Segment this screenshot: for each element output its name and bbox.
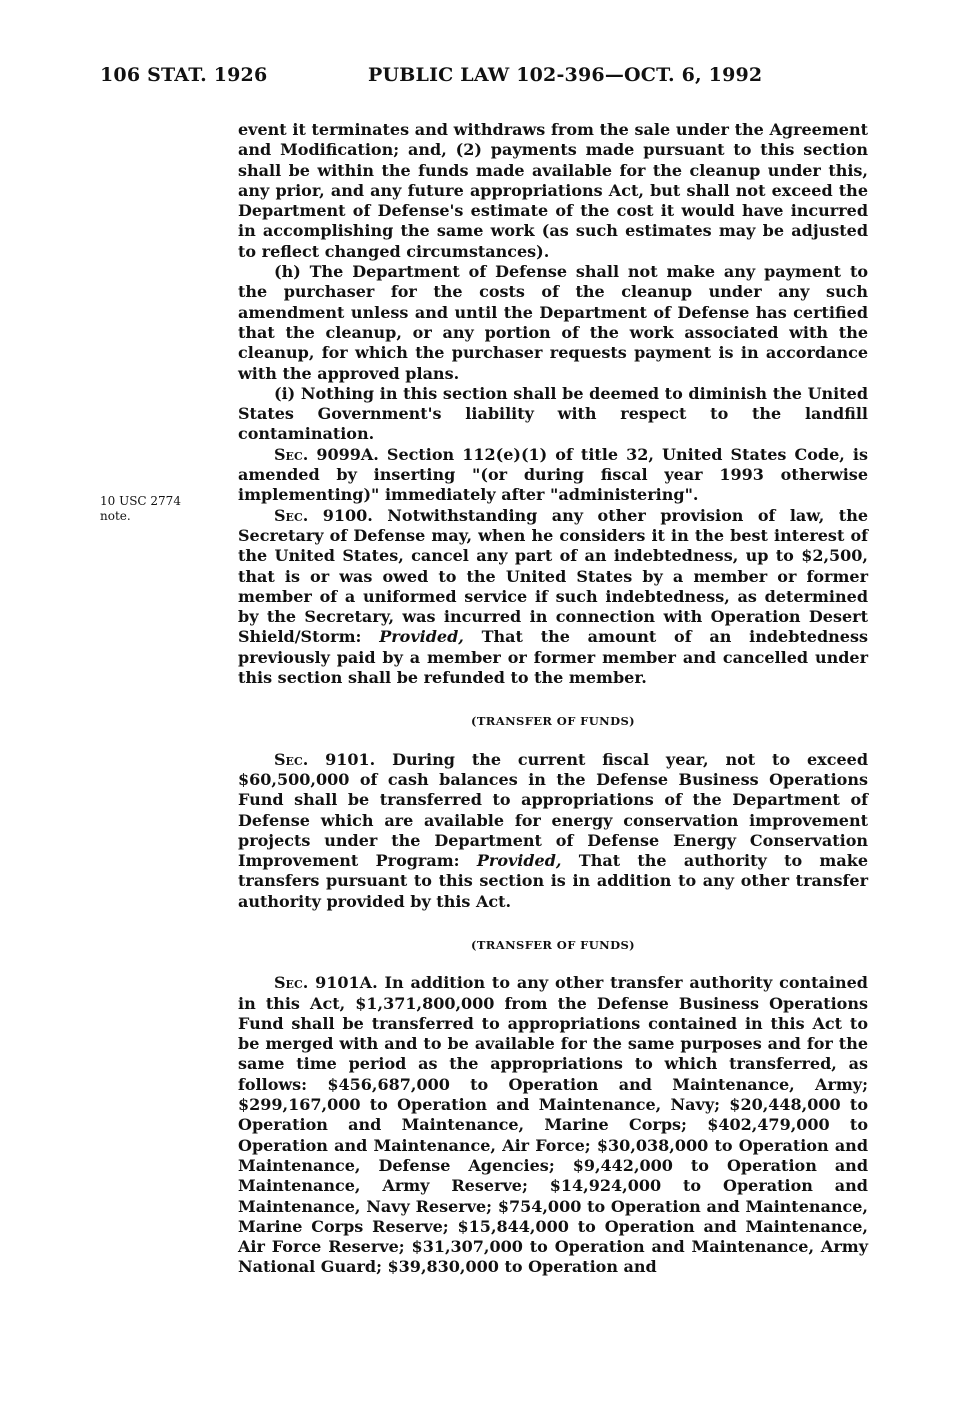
- section-9099a-text: 9099A. Section 112(e)(1) of title 32, United States Code, is amended by inserting "(or during fiscal year 1993 otherwise implementing)" immediately after "administering".: [238, 444, 868, 505]
- sec-label: Sec.: [274, 749, 309, 769]
- section-9101: [238, 750, 868, 912]
- paragraph-continuation: event it terminates and withdraws from the sale under the Agreement and Modification; and, (2) payments made pursuant to this section shall be within the funds made available for the cleanup under this, any prior, and any future appropriations Act, but shall not exceed the Department of Defense's estimate of the cost it would have incurred in accomplishing the same work (as such estimates may be adjusted to reflect changed circumstances).: [238, 120, 868, 261]
- body-text: [238, 120, 868, 1278]
- transfer-of-funds-heading: (TRANSFER OF FUNDS): [471, 937, 635, 952]
- sec-label: Sec.: [274, 973, 309, 993]
- provided-italic: Provided,: [476, 851, 562, 871]
- sec-label: Sec.: [274, 505, 309, 525]
- page-citation: 106 STAT. 1926: [100, 64, 268, 86]
- paragraph-h: (h) The Department of Defense shall not make any payment to the purchaser for the costs of the cleanup under any such amendment unless and until the Department of Defense has certified that the cleanup, or any portion of the work associated with the cleanup, for which the purchaser requests payment is in accordance with the approved plans.: [238, 262, 868, 383]
- section-9100: [238, 506, 868, 689]
- transfer-of-funds-heading: (TRANSFER OF FUNDS): [471, 714, 635, 729]
- running-head: [100, 64, 800, 92]
- section-9101a: [238, 973, 868, 1277]
- section-9099a: [238, 445, 868, 506]
- public-law-title: PUBLIC LAW 102-396—OCT. 6, 1992: [368, 64, 763, 86]
- section-9100-text-b: That the amount of an indebtedness previously paid by a member or former member and cancelled under this section shall be refunded to the member.: [238, 627, 869, 688]
- provided-italic: Provided,: [379, 627, 464, 647]
- sec-label: Sec.: [274, 444, 309, 464]
- section-9101a-text: 9101A. In addition to any other transfer authority contained in this Act, $1,371,800,000 from the Defense Business Operations Fund shall be transferred to appropriations contained in this Act to be merged with and to be available for the same purposes and for the same time period as the appropriations to which transferred, as follows: $456,687,000 to Operation and Maintenance, Army; $299,167,000 to Operation and Maintenance, Navy; $20,448,000 to Operation and Maintenance, Marine Corps; $402,479,000 to Operation and Maintenance, Air Force; $30,038,000 to Operation and Maintenance, Defense Agencies; $9,442,000 to Operation and Maintenance, Army Reserve; $14,924,000 to Operation and Maintenance, Navy Reserve; $754,000 to Operation and Maintenance, Marine Corps Reserve; $15,844,000 to Operation and Maintenance, Air Force Reserve; $31,307,000 to Operation and Maintenance, Army National Guard; $39,830,000 to Operation and: [238, 973, 868, 1277]
- section-9101-text-b: That the authority to make transfers pursuant to this section is in addition to any other transfer authority provided by this Act.: [238, 851, 868, 911]
- section-9101-text-a: 9101. During the current fiscal year, not to exceed $60,500,000 of cash balances in the Defense Business Operations Fund shall be transferred to appropriations of the Department of Defense which are available for energy conservation improvement projects under the Department of Defense Energy Conservation Improvement Program:: [238, 749, 868, 871]
- margin-note: [100, 494, 220, 524]
- margin-note-label: note.: [100, 509, 131, 523]
- paragraph-i: (i) Nothing in this section shall be deemed to diminish the United States Government's liability with respect to the landfill contamination.: [238, 383, 868, 444]
- margin-note-citation: 10 USC 2774: [100, 494, 181, 508]
- section-9100-text-a: 9100. Notwithstanding any other provision of law, the Secretary of Defense may, when he considers it in the best interest of the United States, cancel any part of an indebtedness, up to $2,500, that is or was owed to the United States by a member or former member of a uniformed service if such indebtedness, as determined by the Secretary, was incurred in connection with Operation Desert Shield/Storm:: [238, 505, 868, 647]
